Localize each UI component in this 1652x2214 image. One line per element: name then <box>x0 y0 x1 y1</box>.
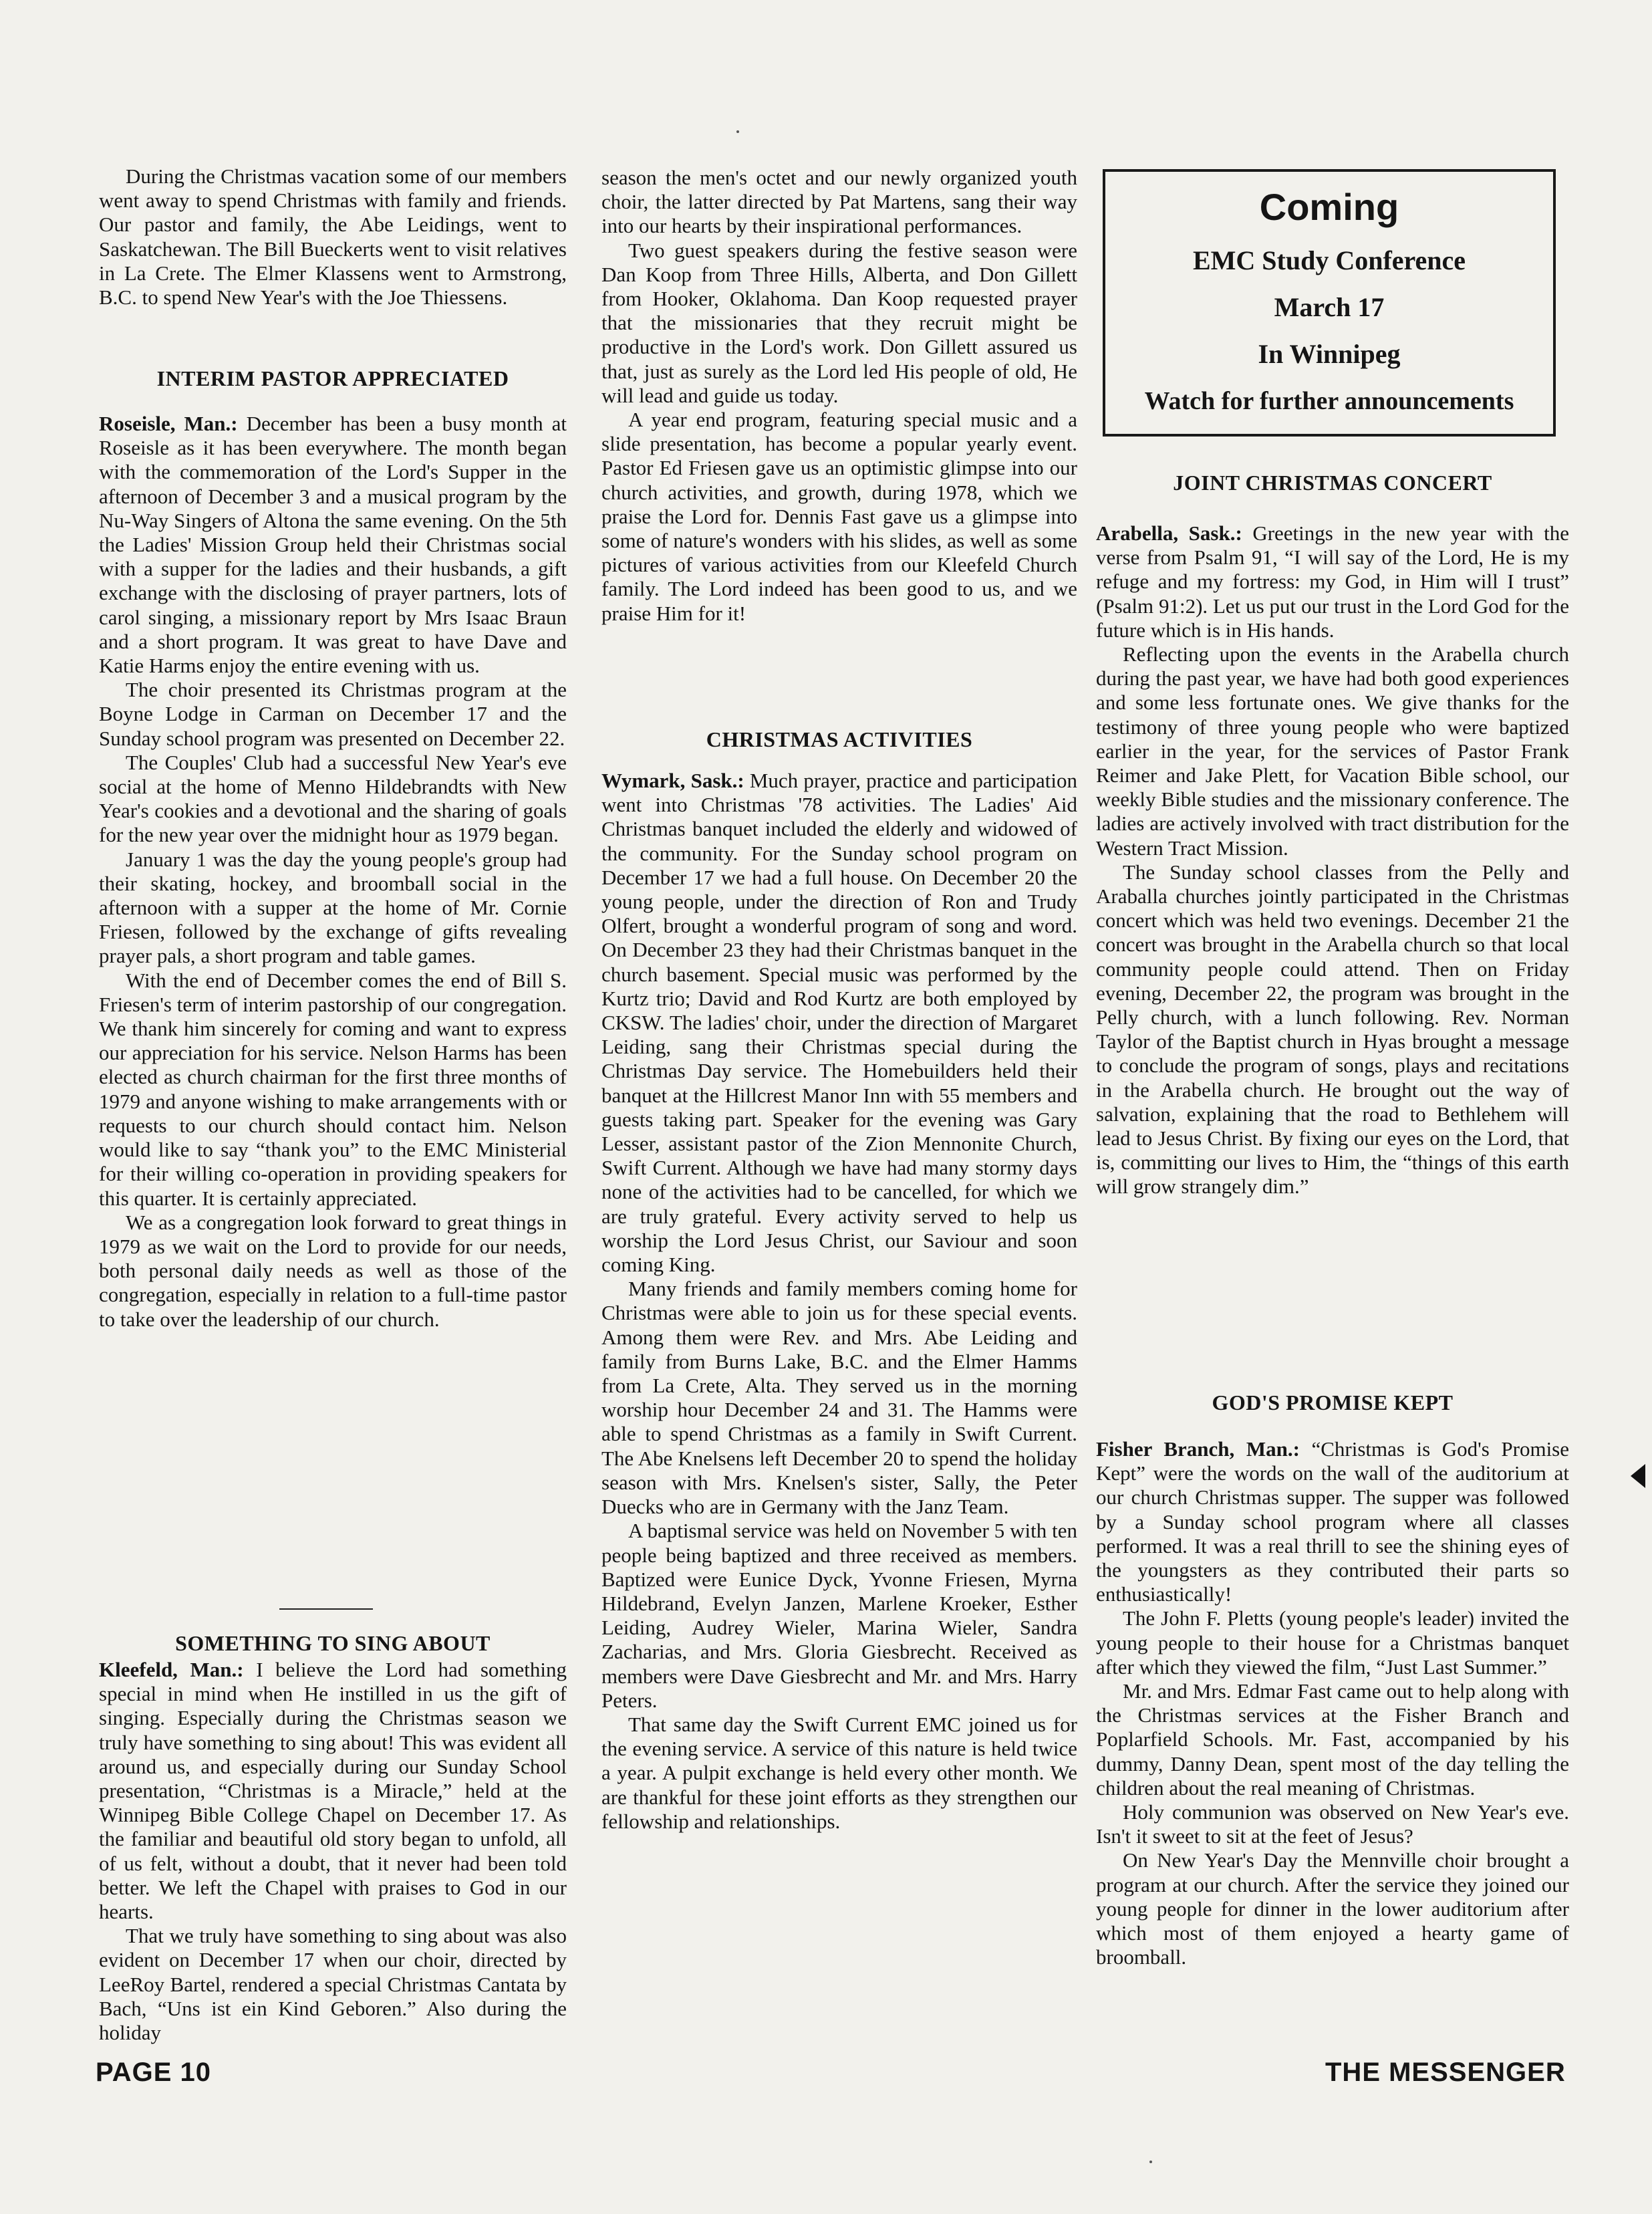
announcement-date: March 17 <box>1274 292 1385 322</box>
heading-joint-christmas-concert: JOINT CHRISTMAS CONCERT <box>1173 471 1492 495</box>
article-gods-promise-kept <box>1096 1437 1569 1969</box>
scan-speck <box>736 130 739 133</box>
announcement-title: Coming <box>1259 186 1399 228</box>
page-number: PAGE 10 <box>96 2058 211 2087</box>
article-paragraph: Kleefeld, Man.: I believe the Lord had something special in mind when He instilled in us the gift of singing. Especially during the Christmas season we truly have something to sing about! This was evident all around us, and especially during our Sunday School presentation, “Christmas is a Miracle,” held at the Winnipeg Bible College Chapel on December 17. As the familiar and beautiful old story began to unfold, all of us felt, without a doubt, that it never had been told better. We left the Chapel with praises to God in our hearts. <box>99 1658 567 1924</box>
article-paragraph: Mr. and Mrs. Edmar Fast came out to help along with the Christmas services at the Fisher Branch and Poplarfield Schools. Mr. Fast, accompanied by his dummy, Danny Dean, spent most of the day telling the children about the real meaning of Christmas. <box>1096 1679 1569 1800</box>
article-paragraph: The John F. Pletts (young people's leader) invited the young people to their house for a Christmas banquet after which they viewed the film, “Just Last Summer.” <box>1096 1606 1569 1679</box>
article-paragraph: Two guest speakers during the festive season were Dan Koop from Three Hills, Alberta, and Don Gillett from Hooker, Oklahoma. Dan Koop requested prayer that the missionaries that they recruit might be productive in the Lord's work. Don Gillett assured us that, just as surely as the Lord led His people of old, He will lead and guide us today. <box>601 238 1077 407</box>
article-paragraph: That we truly have something to sing about was also evident on December 17 when our choir, directed by LeeRoy Bartel, rendered a special Christmas Cantata by Bach, “Uns ist ein Kind Geboren.” Also during the holiday <box>99 1924 567 2045</box>
article-paragraph: Fisher Branch, Man.: “Christmas is God's Promise Kept” were the words on the wall of the auditorium at our church Christmas supper. The supper was followed by a Sunday school program where all classes performed. It was a real thrill to see the shining eyes of the youngsters as they contributed their parts so enthusiastically! <box>1096 1437 1569 1606</box>
dateline: Roseisle, Man.: <box>99 412 238 435</box>
article-paragraph: January 1 was the day the young people's group had their skating, hockey, and broomball social in the afternoon with a supper at the home of Mr. Cornie Friesen, followed by the exchange of gifts revealing prayer pals, a short program and table games. <box>99 847 567 968</box>
article-paragraph: That same day the Swift Current EMC joined us for the evening service. A service of this nature is held twice a year. A pulpit exchange is held every other month. We are thankful for these joint efforts as they strengthen our fellowship and relationships. <box>601 1712 1077 1833</box>
announcement-box <box>1103 169 1556 437</box>
article-paragraph: A year end program, featuring special music and a slide presentation, has become a popular yearly event. Pastor Ed Friesen gave us an optimistic glimpse into our church activities, and growth, during 1978, which we praise the Lord for. Dennis Fast gave us a glimpse into some of nature's wonders with his slides, as well as some pictures of various activities from our Kleefeld Church family. The Lord indeed has been good to us, and we praise Him for it! <box>601 408 1077 625</box>
article-paragraph: Arabella, Sask.: Greetings in the new year with the verse from Psalm 91, “I will say of the Lord, He is my refuge and my fortress: my God, in Him will I trust” (Psalm 91:2). Let us put our trust in the Lord God for the future which is in His hands. <box>1096 521 1570 642</box>
article-paragraph: With the end of December comes the end of Bill S. Friesen's term of interim pastorship of our congregation. We thank him sincerely for coming and want to express our appreciation for his service. Nelson Harms has been elected as church chairman for the first three months of 1979 and anyone wishing to make arrangements with or requests to our church should contact him. Nelson would like to say “thank you” to the EMC Ministerial for their willing co-operation in providing speakers for this quarter. It is certainly appreciated. <box>99 968 567 1210</box>
article-something-to-sing-continued <box>601 166 1077 626</box>
publication-name: THE MESSENGER <box>1325 2058 1566 2087</box>
article-paragraph: The Sunday school classes from the Pelly and Araballa churches jointly participated in the Christmas concert which was held two evenings. December 21 the concert was brought in the Arabella church so that local community people could attend. Then on Friday evening, December 22, the program was brought in the Pelly church, with a lunch following. Rev. Norman Taylor of the Baptist church in Hyas brought a message to conclude the program of songs, plays and recitations in the Arabella church. He brought out the way of salvation, explaining that the road to Bethlehem will lead to Jesus Christ. By fixing our eyes on the Lord, that is, committing our lives to Him, the “things of this earth will grow strangely dim.” <box>1096 860 1569 1199</box>
scan-speck <box>1149 2161 1152 2163</box>
intro-paragraph: During the Christmas vacation some of our members went away to spend Christmas with family and friends. Our pastor and family, the Abe Leidings, went to Saskatchewan. The Bill Bueckerts went to visit relatives in La Crete. The Elmer Klassens went to Armstrong, B.C. to spend New Year's with the Joe Thiessens. <box>99 164 567 310</box>
dateline: Fisher Branch, Man.: <box>1096 1437 1300 1461</box>
article-paragraph: Wymark, Sask.: Much prayer, practice and participation went into Christmas '78 activities. The Ladies' Aid Christmas banquet included the elderly and widowed of the community. For the Sunday school program on December 17 we had a full house. On December 20 the young people, under the direction of Ron and Trudy Olfert, brought a wonderful program of song and word. On December 23 they had their Christmas banquet in the church basement. Special music was performed by the Kurtz trio; David and Rod Kurtz are both employed by CKSW. The ladies' choir, under the direction of Margaret Leiding, sang their Christmas special during the Christmas Day service. The Homebuilders held their banquet at the Hillcrest Manor Inn with 55 members and guests taking part. Speaker for the evening was Gary Lesser, assistant pastor of the Zion Mennonite Church, Swift Current. Although we have had many stormy days none of the activities had to be cancelled, for which we are truly grateful. Every activity served to help us worship the Lord Jesus Christ, our Saviour and soon coming King. <box>601 769 1077 1277</box>
section-divider <box>279 1608 373 1610</box>
heading-christmas-activities: CHRISTMAS ACTIVITIES <box>706 727 973 751</box>
article-paragraph: The choir presented its Christmas program at the Boyne Lodge in Carman on December 17 and the Sunday school program was presented on December 22. <box>99 678 567 750</box>
article-christmas-activities <box>601 769 1077 1834</box>
announcement-event: EMC Study Conference <box>1192 245 1466 275</box>
dateline: Arabella, Sask.: <box>1096 521 1242 545</box>
dateline: Kleefeld, Man.: <box>99 1658 244 1681</box>
article-paragraph: We as a congregation look forward to great things in 1979 as we wait on the Lord to provide for our needs, both personal daily needs as well as those of the congregation, especially in relation to a full-time pastor to take over the leadership of our church. <box>99 1210 567 1331</box>
article-paragraph: season the men's octet and our newly organized youth choir, the latter directed by Pat Martens, sang their way into our hearts by their inspirational performances. <box>601 166 1077 238</box>
article-paragraph: Many friends and family members coming home for Christmas were able to join us for these special events. Among them were Rev. and Mrs. Abe Leiding and family from Burns Lake, B.C. and the Elmer Hamms from La Crete, Alta. They served us in the morning worship hour December 24 and 31. The Hamms were able to spend Christmas as a family in Swift Current. The Abe Knelsens left December 20 to spend the holiday season with Mrs. Knelsen's sister, Sally, the Peter Duecks who are in Germany with the Janz Team. <box>601 1277 1077 1519</box>
article-paragraph: Holy communion was observed on New Year's eve. Isn't it sweet to sit at the feet of Jesus? <box>1096 1800 1569 1848</box>
article-something-to-sing <box>99 1658 567 2045</box>
article-paragraph: Reflecting upon the events in the Arabella church during the past year, we have had both good experiences and some less fortunate ones. We give thanks for the testimony of three young people who were baptized earlier in the year, for the services of Pastor Frank Reimer and Jake Plett, for Vacation Bible school, our weekly Bible studies and the missionary conference. The ladies are actively involved with tract distribution for the Western Tract Mission. <box>1096 642 1569 860</box>
article-joint-christmas-concert <box>1096 521 1569 1199</box>
heading-interim-pastor: INTERIM PASTOR APPRECIATED <box>156 366 509 390</box>
article-interim-pastor <box>99 412 567 1332</box>
heading-something-to-sing: SOMETHING TO SING ABOUT <box>175 1631 491 1655</box>
announcement-note: Watch for further announcements <box>1144 387 1514 415</box>
article-paragraph: On New Year's Day the Mennville choir brought a program at our church. After the service they joined our young people for dinner in the lower auditorium after which most of them enjoyed a hearty game of broomball. <box>1096 1848 1569 1969</box>
article-paragraph: Roseisle, Man.: December has been a busy month at Roseisle as it has been everywhere. The month began with the commemoration of the Lord's Supper in the afternoon of December 3 and a musical program by the Nu-Way Singers of Altona the same evening. On the 5th the Ladies' Mission Group held their Christmas social with a supper for the ladies and their husbands, a gift exchange with the disclosing of prayer partners, lots of carol singing, a missionary report by Mrs Isaac Braun and a short program. It was great to have Dave and Katie Harms enjoy the entire evening with us. <box>99 412 567 678</box>
heading-gods-promise-kept: GOD'S PROMISE KEPT <box>1212 1390 1454 1414</box>
announcement-location: In Winnipeg <box>1258 339 1401 369</box>
article-paragraph: The Couples' Club had a successful New Year's eve social at the home of Menno Hildebrandts with New Year's cookies and a devotional and the sharing of goals for the new year over the midnight hour as 1979 began. <box>99 750 567 847</box>
dateline: Wymark, Sask.: <box>601 769 744 792</box>
article-paragraph: A baptismal service was held on November 5 with ten people being baptized and three received as members. Baptized were Eunice Dyck, Yvonne Friesen, Myrna Hildebrand, Evelyn Janzen, Marlene Kroeker, Esther Leiding, Audrey Wieler, Marina Wieler, Sandra Zacharias, and Mrs. Gloria Giesbrecht. Received as members were Dave Giesbrecht and Mr. and Mrs. Harry Peters. <box>601 1519 1077 1712</box>
edge-scan-mark <box>1631 1464 1645 1488</box>
